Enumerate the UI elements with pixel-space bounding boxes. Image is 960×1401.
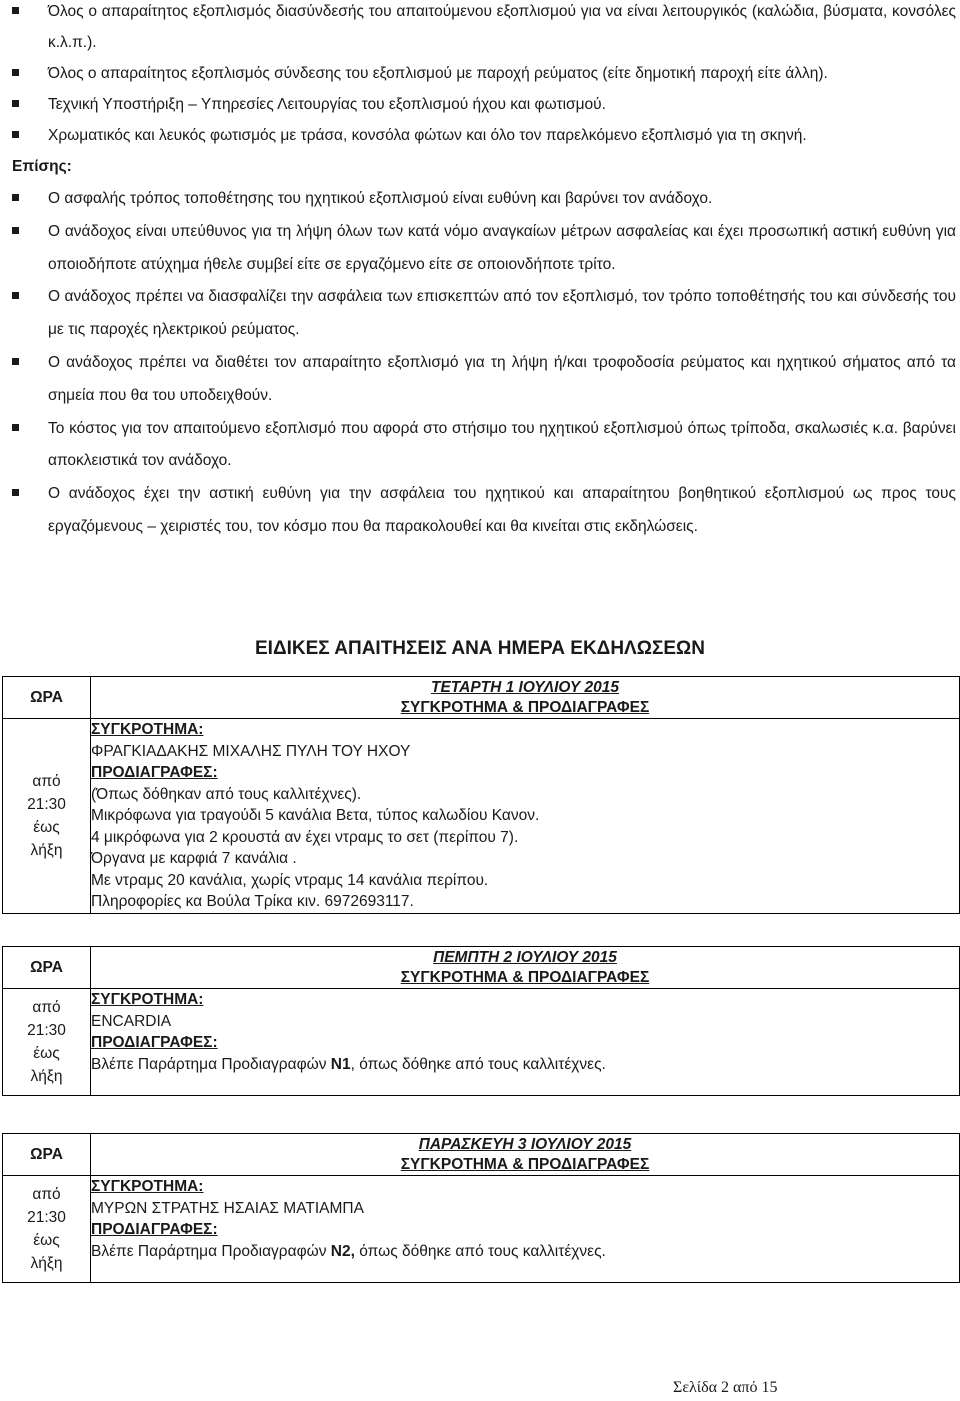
spec-line: Με ντραμς 20 κανάλια, χωρίς ντραμς 14 κανάλια περίπου. — [91, 871, 489, 889]
spec-line — [91, 1241, 959, 1263]
bullet-item: Χρωματικός και λευκός φωτισμός με τράσα, κονσόλα φώτων και όλο τον παρελκόμενο εξοπλισμό για τη σκηνή. — [12, 120, 956, 151]
specs-label: ΠΡΟΔΙΑΓΡΑΦΕΣ: — [91, 764, 218, 781]
time-cell — [3, 719, 91, 914]
spec-line: 4 μικρόφωνα για 2 κρουστά αν έχει ντραμς το σετ (περίπου 7). — [91, 828, 519, 846]
spec-text: , όπως δόθηκε από τους καλλιτέχνες. — [350, 1055, 606, 1073]
spec-line: (Όπως δόθηκαν από τους καλλιτέχνες). — [91, 785, 362, 803]
details-cell — [91, 719, 960, 914]
sub-header: ΣΥΓΚΡΟΤΗΜΑ & ΠΡΟΔΙΑΓΡΑΦΕΣ — [400, 1156, 650, 1173]
spec-line: Όργανα με καρφιά 7 κανάλια . — [91, 850, 297, 867]
bullet-item: Ο ανάδοχος πρέπει να διαθέτει τον απαραίτητο εξοπλισμό για τη λήψη ή/και τροφοδοσία ρεύματος και ηχητικού σήματος από τα σημεία που θα του υποδειχθούν. — [12, 347, 956, 413]
details-cell — [91, 989, 960, 1096]
details-cell — [91, 1176, 960, 1283]
time-cell — [3, 1176, 91, 1283]
day-header-cell — [91, 677, 960, 719]
spec-text: όπως δόθηκε από τους καλλιτέχνες. — [354, 1242, 606, 1260]
page-number: Σελίδα 2 από 15 — [673, 1379, 778, 1396]
appendix-ref: Ν1 — [330, 1055, 351, 1073]
day-title: ΤΕΤΑΡΤΗ 1 ΙΟΥΛΙΟΥ 2015 — [431, 679, 619, 696]
bullet-item: Ο ασφαλής τρόπος τοποθέτησης του ηχητικού εξοπλισμού είναι ευθύνη και βαρύνει τον ανάδοχο. — [12, 183, 956, 216]
time-header: ΩΡΑ — [3, 947, 91, 989]
band-label: ΣΥΓΚΡΟΤΗΜΑ: — [91, 991, 204, 1008]
band-label: ΣΥΓΚΡΟΤΗΜΑ: — [91, 721, 204, 738]
requirements-list — [12, 0, 956, 544]
also-heading: Επίσης: — [12, 158, 72, 175]
day-header-cell — [91, 1134, 960, 1176]
specs-label: ΠΡΟΔΙΑΓΡΑΦΕΣ: — [91, 1221, 218, 1238]
bullet-item: Ο ανάδοχος πρέπει να διασφαλίζει την ασφάλεια των επισκεπτών από τον εξοπλισμό, τον τρόπο τοποθέτησής του και σύνδεσής του με τις παροχές ηλεκτρικού ρεύματος. — [12, 281, 956, 347]
time-cell — [3, 989, 91, 1096]
schedule-table-day1 — [2, 676, 960, 914]
band-name: ΜΥΡΩΝ ΣΤΡΑΤΗΣ ΗΣΑΙΑΣ ΜΑΤΙΑΜΠΑ — [91, 1199, 364, 1217]
time-hour: 21:30 — [27, 1209, 66, 1226]
time-header: ΩΡΑ — [3, 1134, 91, 1176]
time-end: λήξη — [30, 842, 63, 859]
section-title: ΕΙΔΙΚΕΣ ΑΠΑΙΤΗΣΕΙΣ ΑΝΑ ΗΜΕΡΑ ΕΚΔΗΛΩΣΕΩΝ — [255, 638, 705, 659]
bullet-item: Όλος ο απαραίτητος εξοπλισμός σύνδεσης του εξοπλισμού με παροχή ρεύματος (είτε δημοτική παροχή είτε άλλη). — [12, 58, 956, 89]
time-from: από — [32, 1186, 61, 1203]
day-header-cell — [91, 947, 960, 989]
time-until: έως — [33, 1045, 60, 1062]
time-hour: 21:30 — [27, 796, 66, 813]
schedule-table-day3 — [2, 1133, 960, 1283]
spec-line — [91, 1054, 959, 1076]
time-hour: 21:30 — [27, 1022, 66, 1039]
bullet-item: Ο ανάδοχος έχει την αστική ευθύνη για την ασφάλεια του ηχητικού και απαραίτητου βοηθητικού εξοπλισμού ως προς τους εργαζόμενους – χειριστές του, τον κόσμο που θα παρακολουθεί και θα κινείται στις εκδηλώσεις. — [12, 478, 956, 544]
bullet-item: Τεχνική Υποστήριξη – Υπηρεσίες Λειτουργίας του εξοπλισμού ήχου και φωτισμού. — [12, 89, 956, 120]
day-title: ΠΕΜΠΤΗ 2 ΙΟΥΛΙΟΥ 2015 — [433, 949, 617, 966]
time-end: λήξη — [30, 1068, 63, 1085]
band-label: ΣΥΓΚΡΟΤΗΜΑ: — [91, 1178, 204, 1195]
bullet-item: Ο ανάδοχος είναι υπεύθυνος για τη λήψη όλων των κατά νόμο αναγκαίων μέτρων ασφαλείας και έχει προσωπική αστική ευθύνη για οποιοδήποτε ατύχημα ήθελε συμβεί είτε σε εργαζόμενο είτε σε οποιονδήποτε τρίτο. — [12, 216, 956, 282]
sub-header: ΣΥΓΚΡΟΤΗΜΑ & ΠΡΟΔΙΑΓΡΑΦΕΣ — [400, 969, 650, 986]
bullet-item: Όλος ο απαραίτητος εξοπλισμός διασύνδεσής του απαιτούμενου εξοπλισμού για να είναι λειτουργικός (καλώδια, βύσματα, κονσόλες κ.λ.π.). — [12, 0, 956, 58]
time-from: από — [32, 773, 61, 790]
time-until: έως — [33, 1232, 60, 1249]
spec-line: Μικρόφωνα για τραγούδι 5 κανάλια Βετα, τύπος καλωδίου Κανον. — [91, 807, 540, 824]
spec-text: Βλέπε Παράρτημα Προδιαγραφών — [91, 1242, 331, 1260]
appendix-ref: Ν2, — [330, 1242, 355, 1260]
time-header: ΩΡΑ — [3, 677, 91, 719]
time-end: λήξη — [30, 1255, 63, 1272]
band-name: ΦΡΑΓΚΙΑΔΑΚΗΣ ΜΙΧΑΛΗΣ ΠΥΛΗ ΤΟΥ ΗΧΟΥ — [91, 742, 411, 760]
specs-label: ΠΡΟΔΙΑΓΡΑΦΕΣ: — [91, 1034, 218, 1051]
schedule-table-day2 — [2, 946, 960, 1096]
spec-line: Πληροφορίες κα Βούλα Τρίκα κιν. 6972693117. — [91, 893, 414, 910]
sub-header: ΣΥΓΚΡΟΤΗΜΑ & ΠΡΟΔΙΑΓΡΑΦΕΣ — [400, 699, 650, 716]
bullet-item: Το κόστος για τον απαιτούμενο εξοπλισμό που αφορά στο στήσιμο του ηχητικού εξοπλισμού όπως τρίποδα, σκαλωσιές κ.α. βαρύνει αποκλειστικά τον ανάδοχο. — [12, 413, 956, 479]
band-name: ENCARDIA — [91, 1012, 172, 1030]
time-from: από — [32, 999, 61, 1016]
time-until: έως — [33, 819, 60, 836]
spec-text: Βλέπε Παράρτημα Προδιαγραφών — [91, 1055, 331, 1073]
day-title: ΠΑΡΑΣΚΕΥΗ 3 ΙΟΥΛΙΟΥ 2015 — [418, 1136, 632, 1153]
